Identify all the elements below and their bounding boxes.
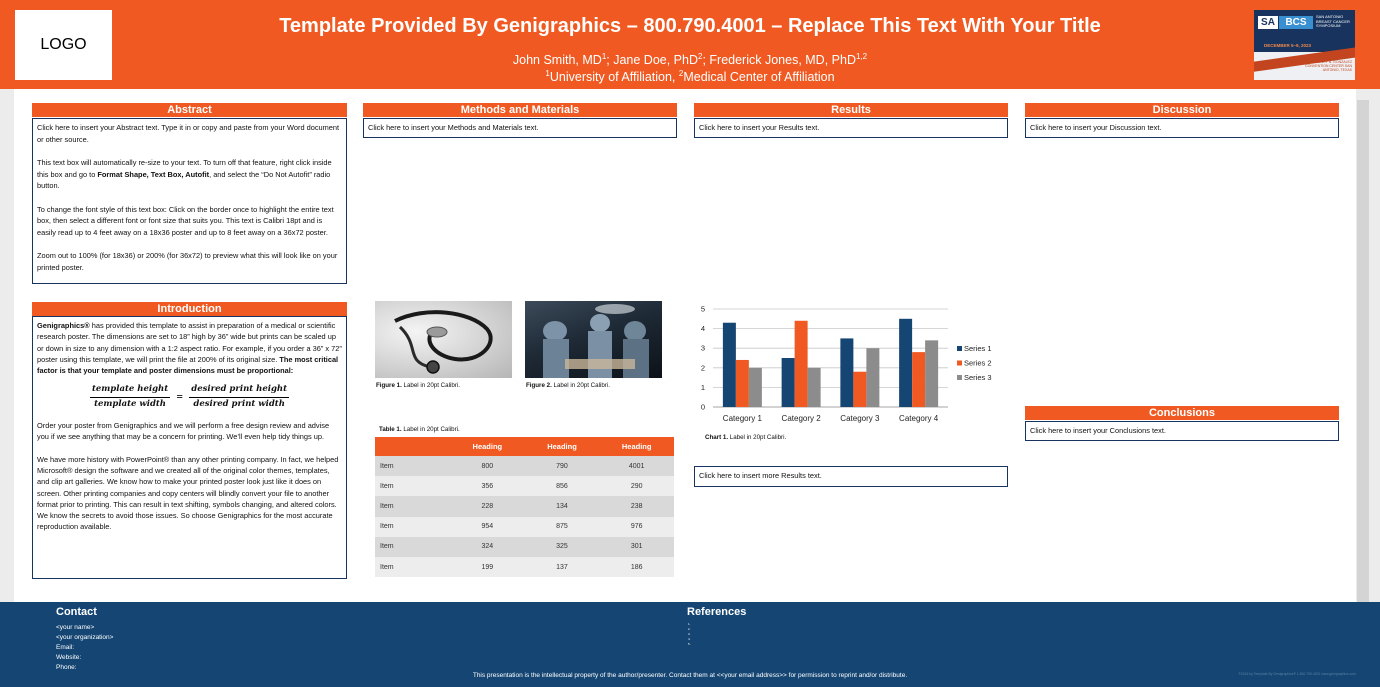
affiliation-name: Medical Center of Affiliation xyxy=(683,70,835,84)
table-cell: 325 xyxy=(525,537,600,557)
discussion-heading[interactable]: Discussion xyxy=(1025,103,1339,117)
chart-legend-swatch xyxy=(957,361,962,366)
table-cell: 356 xyxy=(450,476,525,496)
table-header-cell: Heading xyxy=(525,437,600,456)
reference-item: 1. xyxy=(688,622,691,626)
caption-label: Table 1. xyxy=(379,426,402,433)
chart-bar xyxy=(723,323,736,407)
chart-bar xyxy=(782,358,795,407)
stethoscope-image[interactable] xyxy=(375,301,512,378)
formula-denominator: template width xyxy=(94,398,166,409)
abstract-paragraph: To change the font style of this text box: Click on the border once to highlight the entire text box, then select a different font or font size that suits you. This text is Calibri 18pt and is easily read up to 4 feet away on a 18x36 poster and up to 8 feet away on a 36x72 poster. xyxy=(37,204,334,237)
author-separator: ; xyxy=(702,53,710,67)
table-cell: 228 xyxy=(450,496,525,516)
author-name: John Smith, MD xyxy=(512,53,602,67)
chart-y-tick-label: 0 xyxy=(700,402,705,412)
table-cell: 954 xyxy=(450,517,525,537)
methods-textbox[interactable]: Click here to insert your Methods and Materials text. xyxy=(363,118,677,138)
table-cell: 875 xyxy=(525,517,600,537)
table-row xyxy=(375,456,674,476)
figure-2-caption xyxy=(526,382,610,389)
table-cell: 800 xyxy=(450,456,525,476)
copyright-notice: ©2016 by Template By Genigraphics® 1.800.790.4001 www.genigraphics.com xyxy=(1238,672,1356,676)
conference-badge[interactable] xyxy=(1254,10,1355,80)
caption-label: Figure 1. xyxy=(376,382,402,389)
caption-label: Figure 2. xyxy=(526,382,552,389)
chart-y-tick-label: 3 xyxy=(700,343,705,353)
chart-legend-swatch xyxy=(957,375,962,380)
formula-numerator: template height xyxy=(90,384,170,397)
chart-y-tick-label: 4 xyxy=(700,324,705,334)
table-cell: Item xyxy=(375,557,450,577)
formula-numerator: desired print height xyxy=(189,384,289,397)
formula-fraction xyxy=(189,384,289,410)
table-cell: Item xyxy=(375,537,450,557)
caption-label: Chart 1. xyxy=(705,434,729,441)
results-heading[interactable]: Results xyxy=(694,103,1008,117)
stethoscope-illustration xyxy=(375,301,512,378)
table-header-cell: Heading xyxy=(450,437,525,456)
table-1-caption xyxy=(379,426,460,433)
abstract-heading[interactable]: Abstract xyxy=(32,103,347,117)
reference-item: 2. xyxy=(688,627,691,631)
table-cell: 4001 xyxy=(599,456,674,476)
affiliation-superscript: 2 xyxy=(678,68,684,78)
chart-x-tick-label: Category 3 xyxy=(840,414,880,423)
results-textbox[interactable]: Click here to insert your Results text. xyxy=(694,118,1008,138)
surgery-image[interactable] xyxy=(525,301,662,378)
formula-fraction xyxy=(90,384,170,410)
table-cell: 290 xyxy=(599,476,674,496)
chart-legend-label: Series 1 xyxy=(964,344,992,353)
chart-bar xyxy=(866,348,879,407)
caption-text: Label in 20pt Calibri. xyxy=(401,426,460,433)
chart-y-tick-label: 5 xyxy=(700,304,705,314)
discussion-textbox[interactable]: Click here to insert your Discussion text. xyxy=(1025,118,1339,138)
intro-paragraph xyxy=(37,320,342,376)
badge-date: DECEMBER 5–9, 2023 xyxy=(1264,43,1312,48)
chart-x-tick-label: Category 2 xyxy=(781,414,821,423)
contact-phone[interactable]: Phone: xyxy=(56,664,77,671)
chart-legend-label: Series 3 xyxy=(964,373,992,382)
caption-text: Label in 20pt Calibri. xyxy=(401,382,460,389)
abstract-paragraph xyxy=(37,157,342,192)
table-cell: 790 xyxy=(525,456,600,476)
table-cell: 976 xyxy=(599,517,674,537)
intro-bold-text: Genigraphics® xyxy=(37,321,90,330)
authors-line[interactable] xyxy=(140,53,1240,67)
figure-1-caption xyxy=(376,382,460,389)
table-cell: 186 xyxy=(599,557,674,577)
abstract-text: , and select the “Do Not Autofit” radio button. xyxy=(37,169,331,191)
formula-denominator: desired print width xyxy=(193,398,285,409)
results-table[interactable] xyxy=(375,437,674,577)
abstract-paragraph: Zoom out to 100% (for 18x36) or 200% (for 36x72) to preview what this will look like on your printed poster. xyxy=(37,251,338,272)
table-cell: Item xyxy=(375,476,450,496)
logo-placeholder[interactable]: LOGO xyxy=(15,10,112,80)
surgery-illustration xyxy=(525,301,662,378)
table-cell: 134 xyxy=(525,496,600,516)
badge-venue: HENRY B. GONZALEZ CONVENTION CENTER SAN ANTONIO, TEXAS xyxy=(1305,60,1352,72)
ip-notice[interactable]: This presentation is the intellectual property of the author/presenter. Contact them at <<your email address>> for permission to reprint and/or distribute. xyxy=(472,672,908,679)
table-row xyxy=(375,496,674,516)
chart-bar xyxy=(736,360,749,407)
affiliation-name: University of Affiliation xyxy=(549,70,672,84)
methods-heading[interactable]: Methods and Materials xyxy=(363,103,677,117)
chart-y-tick-label: 1 xyxy=(700,382,705,392)
poster-title[interactable]: Template Provided By Genigraphics – 800.790.4001 – Replace This Text With Your Title xyxy=(279,15,1101,37)
contact-website[interactable]: Website: xyxy=(56,654,82,661)
chart-bar xyxy=(808,368,821,407)
results-bar-chart[interactable] xyxy=(695,300,1015,432)
references-list[interactable] xyxy=(688,622,691,647)
author-superscript: 1 xyxy=(601,51,607,61)
table-header-row xyxy=(375,437,674,456)
table-cell: Item xyxy=(375,517,450,537)
results-more-textbox[interactable]: Click here to insert more Results text. xyxy=(694,466,1008,487)
chart-bar xyxy=(853,372,866,407)
contact-email[interactable]: Email: xyxy=(56,644,75,651)
proportion-formula xyxy=(37,384,342,410)
table-row xyxy=(375,517,674,537)
conclusions-heading[interactable]: Conclusions xyxy=(1025,406,1339,420)
table-cell: Item xyxy=(375,496,450,516)
abstract-bold-text: Format Shape, Text Box, Autofit xyxy=(97,169,210,179)
affiliation-separator: , xyxy=(671,70,679,84)
table-cell: Item xyxy=(375,456,450,476)
chart-bar xyxy=(795,321,808,407)
contact-name[interactable]: <your name> xyxy=(56,624,95,631)
table-cell: 238 xyxy=(599,496,674,516)
intro-bold-text: The most critical factor is that your template and poster dimensions must be proportional: xyxy=(37,354,339,376)
chart-y-tick-label: 2 xyxy=(700,363,705,373)
chart-bar xyxy=(912,352,925,407)
affiliation-superscript: 1 xyxy=(545,68,550,78)
table-row xyxy=(375,557,674,577)
table-cell: 199 xyxy=(450,557,525,577)
references-heading[interactable]: References xyxy=(687,606,747,618)
badge-sa-text: SA xyxy=(1258,16,1278,29)
contact-heading[interactable]: Contact xyxy=(56,606,97,618)
caption-text: Label in 20pt Calibri. xyxy=(551,382,610,389)
chart-bar xyxy=(749,368,762,407)
table-cell: 324 xyxy=(450,537,525,557)
contact-organization[interactable]: <your organization> xyxy=(56,634,114,641)
author-superscript: 1,2 xyxy=(855,51,868,61)
chart-bar xyxy=(899,319,912,407)
table-header-cell: Heading xyxy=(599,437,674,456)
reference-item: 4. xyxy=(688,637,691,641)
introduction-textbox[interactable] xyxy=(32,316,347,579)
caption-text: Label in 20pt Calibri. xyxy=(728,434,787,441)
abstract-paragraph: Click here to insert your Abstract text. Type it in or copy and paste from your Word document or other source. xyxy=(37,123,340,144)
author-superscript: 2 xyxy=(698,51,703,61)
table-header-cell xyxy=(375,437,450,456)
badge-bcs-text: BCS xyxy=(1279,16,1313,29)
table-row xyxy=(375,476,674,496)
chart-bar xyxy=(925,340,938,407)
intro-paragraph: Order your poster from Genigraphics and we will perform a free design review and advise you if we see anything that may be a concern for printing. We’ll even help tidy things up. xyxy=(37,421,330,442)
chart-bar xyxy=(840,338,853,407)
author-separator: ; xyxy=(606,53,614,67)
badge-subtitle: SAN ANTONIO BREAST CANCER SYMPOSIUM xyxy=(1316,14,1350,28)
table-cell: 301 xyxy=(599,537,674,557)
table-cell: 137 xyxy=(525,557,600,577)
scrollbar[interactable] xyxy=(1357,100,1369,602)
introduction-heading[interactable]: Introduction xyxy=(32,302,347,316)
abstract-text: This text box will automatically re-size to your text. To turn off that feature, right click inside this box and go to xyxy=(37,157,332,179)
author-name: Jane Doe, PhD xyxy=(613,53,698,67)
chart-x-tick-label: Category 1 xyxy=(722,414,762,423)
affiliations-line[interactable] xyxy=(140,70,1240,84)
reference-item: 5. xyxy=(688,642,691,646)
intro-text: has provided this template to assist in preparation of a medical or scientific research poster. The dimensions are set to 18” high by 36” wide but prints can be scaled up or down in size to any dimension with a 1:2 aspect ratio. For example, if you order a 36” x 72” poster using this template, we will print the file at 200% of its original size. xyxy=(37,321,342,364)
conclusions-textbox[interactable]: Click here to insert your Conclusions text. xyxy=(1025,421,1339,441)
table-cell: 856 xyxy=(525,476,600,496)
intro-paragraph: We have more history with PowerPoint® than any other printing company. In fact, we helped Microsoft® design the software and we created all of the original color themes, templates, and clip art galleries. We know how to make your printed poster look just like it does on screen. Other printing companies and copy centers will blindly convert your file to another format prior to printing. This can result in text shifting, symbols changing, and altered colors. We know the secrets to avoid those issues. So choose Genigraphics for the most accurate reproduction available. xyxy=(37,454,339,532)
reference-item: 3. xyxy=(688,632,691,636)
chart-1-caption xyxy=(705,434,786,441)
author-name: Frederick Jones, MD, PhD xyxy=(709,53,856,67)
abstract-textbox[interactable] xyxy=(32,118,347,284)
formula-equals: = xyxy=(176,391,184,402)
chart-legend-label: Series 2 xyxy=(964,358,992,368)
chart-x-tick-label: Category 4 xyxy=(899,414,939,423)
table-row xyxy=(375,537,674,557)
chart-legend-swatch xyxy=(957,346,962,351)
